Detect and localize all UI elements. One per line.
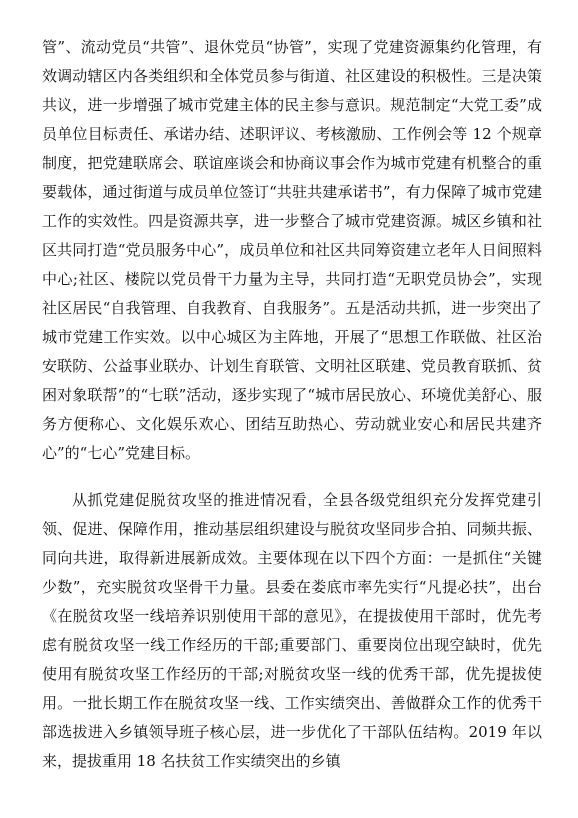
paragraph-urban-party-building: 管”、流动党员“共管”、退休党员“协管”，实现了党建资源集约化管理，有效调动辖区内各类组织和全体党员参与街道、社区建设的积极性。三是决策共议，进一步增强了城市党建主体的民主参与意识。规范制定“大党工委”成员单位目标责任、承诺办结、述职评议、考核激励、工作例会等 12 个规章制度，把党建联席会、联谊座谈会和协商议事会作为城市党建有机整合的重要载体，通过街道与成员单位签订“共驻共建承诺书”，有力保障了城市党建工作的实效性。四是资源共享，进一步整合了城市党建资源。城区乡镇和社区共同打造“党员服务中心”，成员单位和社区共同筹资建立老年人日间照料中心;社区、楼院以党员骨干力量为主导，共同打造“无职党员协会”，实现社区居民“自我管理、自我教育、自我服务”。五是活动共抓，进一步突出了城市党建工作实效。以中心城区为主阵地，开展了“思想工作联做、社区治安联防、公益事业联办、计划生育联管、文明社区联建、党员教育联抓、贫困对象联帮”的“七联”活动，逐步实现了“城市居民放心、环境优美舒心、服务方便称心、文化娱乐欢心、团结互助热心、劳动就业安心和居民共建齐心”的“七心”党建目标。 bbox=[42, 38, 542, 462]
paragraph-poverty-alleviation: 从抓党建促脱贫攻坚的推进情况看，全县各级党组织充分发挥党建引领、促进、保障作用，推动基层组织建设与脱贫攻坚同步合拍、同频共振、同向共进，取得新进展新成效。主要体现在以下四个方面：一是抓住“关键少数”，充实脱贫攻坚骨干力量。县委在娄底市率先实行“凡提必扶”，出台《在脱贫攻坚一线培养识别使用干部的意见》，在提拔使用干部时，优先考虑有脱贫攻坚一线工作经历的干部;重要部门、重要岗位出现空缺时，优先使用有脱贫攻坚工作经历的干部;对脱贫攻坚一线的优秀干部，优先提拔使用。一批长期工作在脱贫攻坚一线、工作实绩突出、善做群众工作的优秀干部选拔进入乡镇领导班子核心层，进一步优化了干部队伍结构。2019 年以来，提拔重用 18 名扶贫工作实绩突出的乡镇 bbox=[42, 491, 542, 770]
